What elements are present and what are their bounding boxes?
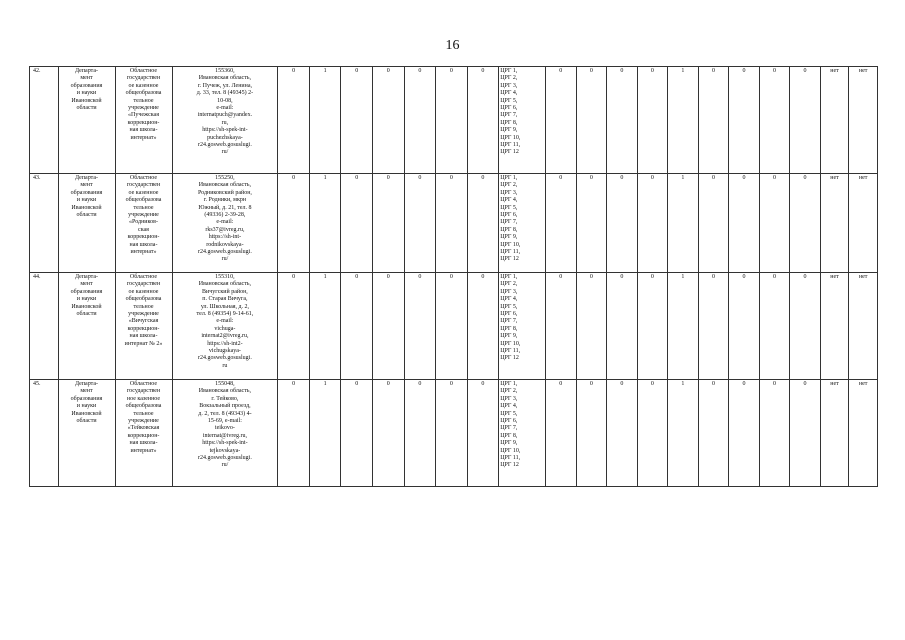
crg-cell-line: ЦРГ 3, bbox=[500, 395, 518, 402]
address-cell-line: тел. 8 (49354) 9-14-61, bbox=[196, 311, 254, 318]
organization-cell-line: Областное bbox=[129, 381, 158, 387]
crg-cell-line: ЦРГ 8, bbox=[500, 226, 518, 233]
value-cell: 0 bbox=[790, 273, 821, 380]
department-cell-line: мент bbox=[80, 75, 93, 82]
organization-cell-line: «Тейковская bbox=[127, 425, 160, 432]
organization-cell-line: учреждение bbox=[128, 311, 159, 318]
address-cell-line: Ивановская область, bbox=[198, 75, 252, 82]
value-cell: 0 bbox=[637, 174, 668, 273]
address-cell-line: Вичугский район, bbox=[202, 288, 248, 295]
crg-cell bbox=[499, 380, 546, 487]
value-cell: 0 bbox=[278, 273, 310, 380]
value-cell: 0 bbox=[729, 380, 760, 487]
address-cell-line: vichuga- bbox=[214, 325, 236, 332]
department-cell-line: мент bbox=[80, 182, 93, 189]
flag-cell: нет bbox=[820, 273, 849, 380]
address-cell-line: Ивановская область, bbox=[198, 388, 252, 395]
organization-cell-line: общеобразова bbox=[125, 296, 162, 303]
value-cell: 0 bbox=[759, 174, 790, 273]
organization-cell-line: ная школа- bbox=[129, 333, 158, 340]
crg-cell-line: ЦРГ 10, bbox=[500, 340, 521, 347]
address-cell-line: Южный, д. 21, тел. 8 bbox=[198, 204, 252, 211]
department-cell-line: образования bbox=[70, 82, 103, 89]
crg-cell-line: ЦРГ 3, bbox=[500, 288, 518, 295]
department-cell-line: Ивановской bbox=[71, 303, 102, 310]
address-cell-line: e-mail: bbox=[216, 318, 234, 325]
value-cell: 0 bbox=[436, 380, 468, 487]
address-cell-line: r24.gosweb.gosuslugi. bbox=[198, 355, 252, 362]
crg-cell-line: ЦРГ 8, bbox=[500, 119, 518, 126]
crg-cell-line: ЦРГ 1, bbox=[500, 68, 518, 74]
value-cell: 0 bbox=[467, 380, 499, 487]
address-cell-line: 10-08, bbox=[217, 97, 233, 104]
department-cell-line: образования bbox=[70, 288, 103, 295]
organization-cell-line: ое казенное bbox=[128, 189, 159, 196]
crg-cell-line: ЦРГ 1, bbox=[500, 175, 518, 181]
crg-cell-line: ЦРГ 2, bbox=[500, 75, 518, 82]
flag-cell: нет bbox=[849, 174, 878, 273]
value-cell: 0 bbox=[404, 67, 436, 174]
department-cell bbox=[58, 174, 115, 273]
value-cell: 0 bbox=[404, 273, 436, 380]
crg-cell-line: ЦРГ 10, bbox=[500, 134, 521, 141]
organization-cell-line: государствен bbox=[126, 281, 161, 288]
department-cell-line: и науки bbox=[76, 403, 97, 410]
address-cell-line: https://sh-int- bbox=[208, 234, 242, 241]
address-cell-line: 155360, bbox=[215, 68, 235, 74]
address-cell-line: ru/ bbox=[221, 149, 229, 156]
crg-cell-line: ЦРГ 11, bbox=[500, 249, 521, 256]
table-row bbox=[30, 273, 878, 380]
value-cell: 0 bbox=[436, 67, 468, 174]
organization-cell-line: общеобразова bbox=[125, 197, 162, 204]
crg-cell bbox=[499, 67, 546, 174]
address-cell-line: teikovo- bbox=[214, 425, 235, 432]
crg-cell-line: ЦРГ 7, bbox=[500, 425, 518, 432]
department-cell-line: Департа- bbox=[75, 175, 98, 181]
address-cell-line: rks37@ivreg.ru, bbox=[205, 226, 245, 233]
address-cell bbox=[172, 380, 278, 487]
address-cell bbox=[172, 174, 278, 273]
address-cell-line: Ивановская область, bbox=[198, 281, 252, 288]
value-cell: 0 bbox=[729, 174, 760, 273]
crg-cell-line: ЦРГ 11, bbox=[500, 455, 521, 462]
value-cell: 1 bbox=[668, 174, 699, 273]
organization-cell-line: ное казенное bbox=[126, 395, 161, 402]
value-cell: 0 bbox=[467, 273, 499, 380]
department-cell-line: образования bbox=[70, 189, 103, 196]
row-number: 45. bbox=[30, 380, 59, 487]
address-cell-line: г. Родники, мкрн bbox=[203, 197, 247, 204]
crg-cell-line: ЦРГ 7, bbox=[500, 219, 518, 226]
organization-cell-line: ная школа- bbox=[129, 440, 158, 447]
row-number: 43. bbox=[30, 174, 59, 273]
value-cell: 0 bbox=[341, 380, 373, 487]
value-cell: 0 bbox=[759, 67, 790, 174]
value-cell: 0 bbox=[790, 380, 821, 487]
address-cell-line: г. Пучеж, ул. Ленина, bbox=[197, 82, 253, 89]
department-cell bbox=[58, 67, 115, 174]
value-cell: 0 bbox=[759, 273, 790, 380]
value-cell: 0 bbox=[637, 67, 668, 174]
value-cell: 0 bbox=[790, 67, 821, 174]
department-cell-line: Ивановской bbox=[71, 204, 102, 211]
address-cell-line: ru bbox=[222, 362, 228, 369]
organization-cell-line: интернат № 2» bbox=[124, 340, 163, 347]
address-cell-line: https://sh-spek-int- bbox=[202, 440, 248, 447]
address-cell-line: https://sh-spek-int- bbox=[202, 127, 248, 134]
crg-cell-line: ЦРГ 12 bbox=[500, 462, 519, 469]
department-cell-line: Департа- bbox=[75, 274, 98, 280]
value-cell: 0 bbox=[576, 380, 607, 487]
department-cell-line: Ивановской bbox=[71, 97, 102, 104]
crg-cell-line: ЦРГ 6, bbox=[500, 311, 518, 318]
address-cell-line: ru/ bbox=[221, 462, 229, 469]
organization-cell-line: «Родников- bbox=[129, 219, 158, 226]
department-cell-line: и науки bbox=[76, 90, 97, 97]
crg-cell-line: ЦРГ 1, bbox=[500, 274, 518, 280]
crg-cell bbox=[499, 273, 546, 380]
flag-cell: нет bbox=[849, 273, 878, 380]
address-cell-line: 155250, bbox=[215, 175, 235, 181]
organization-cell-line: учреждение bbox=[128, 212, 159, 219]
value-cell: 0 bbox=[729, 67, 760, 174]
value-cell: 0 bbox=[698, 273, 729, 380]
crg-cell-line: ЦРГ 1, bbox=[500, 381, 518, 387]
organization-cell-line: интернат» bbox=[130, 134, 157, 141]
address-cell-line: д. 2, тел. 8 (49343) 4- bbox=[198, 410, 252, 417]
value-cell: 0 bbox=[698, 174, 729, 273]
crg-cell-line: ЦРГ 5, bbox=[500, 303, 518, 310]
department-cell bbox=[58, 380, 115, 487]
crg-cell-line: ЦРГ 10, bbox=[500, 241, 521, 248]
address-cell-line: vichugskaya- bbox=[208, 348, 241, 355]
address-cell-line: 155310, bbox=[215, 274, 235, 280]
crg-cell-line: ЦРГ 4, bbox=[500, 90, 518, 97]
address-cell-line: ул. Школьная, д. 2, bbox=[200, 303, 250, 310]
value-cell: 0 bbox=[278, 174, 310, 273]
organization-cell-line: общеобразова bbox=[125, 403, 162, 410]
crg-cell-line: ЦРГ 3, bbox=[500, 82, 518, 89]
organization-cell-line: ная школа- bbox=[129, 127, 158, 134]
organization-cell-line: ная школа- bbox=[129, 241, 158, 248]
crg-cell-line: ЦРГ 11, bbox=[500, 348, 521, 355]
flag-cell: нет bbox=[820, 67, 849, 174]
organization-cell-line: государствен bbox=[126, 182, 161, 189]
value-cell: 1 bbox=[668, 380, 699, 487]
flag-cell: нет bbox=[849, 67, 878, 174]
crg-cell-line: ЦРГ 2, bbox=[500, 281, 518, 288]
address-cell-line: puchezhskaya- bbox=[207, 134, 243, 141]
organization-cell bbox=[115, 67, 172, 174]
address-cell-line: rodnikovskaya- bbox=[206, 241, 244, 248]
value-cell: 0 bbox=[373, 380, 405, 487]
crg-cell-line: ЦРГ 9, bbox=[500, 333, 518, 340]
crg-cell-line: ЦРГ 5, bbox=[500, 410, 518, 417]
organization-cell-line: интернат» bbox=[130, 447, 157, 454]
address-cell-line: ru/ bbox=[221, 256, 229, 263]
value-cell: 0 bbox=[637, 273, 668, 380]
value-cell: 0 bbox=[467, 67, 499, 174]
department-cell-line: образования bbox=[70, 395, 103, 402]
value-cell: 0 bbox=[607, 380, 638, 487]
address-cell-line: г. Тейково, bbox=[211, 395, 239, 402]
address-cell-line: r24.gosweb.gosuslugi. bbox=[198, 142, 252, 149]
address-cell-line: r24.gosweb.gosuslugi. bbox=[198, 249, 252, 256]
value-cell: 0 bbox=[607, 174, 638, 273]
value-cell: 1 bbox=[309, 67, 341, 174]
value-cell: 0 bbox=[404, 174, 436, 273]
value-cell: 1 bbox=[668, 67, 699, 174]
address-cell-line: internat@ivreg.ru, bbox=[202, 432, 248, 439]
address-cell bbox=[172, 67, 278, 174]
crg-cell-line: ЦРГ 12 bbox=[500, 149, 519, 156]
crg-cell-line: ЦРГ 7, bbox=[500, 112, 518, 119]
organization-cell-line: общеобразова bbox=[125, 90, 162, 97]
crg-cell-line: ЦРГ 6, bbox=[500, 105, 518, 112]
value-cell: 0 bbox=[373, 67, 405, 174]
address-cell-line: 155048, bbox=[215, 381, 235, 387]
address-cell-line: tejkovskaya- bbox=[209, 447, 241, 454]
crg-cell-line: ЦРГ 9, bbox=[500, 234, 518, 241]
value-cell: 0 bbox=[278, 380, 310, 487]
value-cell: 0 bbox=[341, 67, 373, 174]
organization-cell-line: «Вичугская bbox=[128, 318, 159, 325]
department-cell-line: и науки bbox=[76, 296, 97, 303]
table-row bbox=[30, 67, 878, 174]
organization-cell-line: тельное bbox=[133, 410, 154, 417]
organization-cell-line: ое казенное bbox=[128, 288, 159, 295]
department-cell-line: области bbox=[76, 311, 97, 318]
value-cell: 0 bbox=[546, 67, 577, 174]
value-cell: 1 bbox=[309, 380, 341, 487]
crg-cell-line: ЦРГ 4, bbox=[500, 403, 518, 410]
address-cell-line: (49336) 2-39-28, bbox=[204, 212, 246, 219]
department-cell bbox=[58, 273, 115, 380]
organization-cell-line: ое казенное bbox=[128, 82, 159, 89]
value-cell: 0 bbox=[576, 273, 607, 380]
crg-cell-line: ЦРГ 6, bbox=[500, 212, 518, 219]
address-cell-line: e-mail: bbox=[216, 219, 234, 226]
crg-cell-line: ЦРГ 2, bbox=[500, 182, 518, 189]
organization-cell bbox=[115, 273, 172, 380]
department-cell-line: мент bbox=[80, 388, 93, 395]
value-cell: 0 bbox=[698, 67, 729, 174]
address-cell bbox=[172, 273, 278, 380]
crg-cell-line: ЦРГ 3, bbox=[500, 189, 518, 196]
crg-cell-line: ЦРГ 2, bbox=[500, 388, 518, 395]
table-row bbox=[30, 174, 878, 273]
department-cell-line: области bbox=[76, 418, 97, 425]
value-cell: 0 bbox=[341, 174, 373, 273]
address-cell-line: Вокзальный проезд, bbox=[199, 403, 251, 410]
crg-cell-line: ЦРГ 8, bbox=[500, 325, 518, 332]
value-cell: 0 bbox=[546, 273, 577, 380]
value-cell: 0 bbox=[576, 67, 607, 174]
organization-cell-line: коррекцион- bbox=[127, 234, 160, 241]
organization-cell bbox=[115, 380, 172, 487]
crg-cell-line: ЦРГ 5, bbox=[500, 204, 518, 211]
crg-cell-line: ЦРГ 9, bbox=[500, 127, 518, 134]
organization-cell-line: коррекцион- bbox=[127, 432, 160, 439]
organization-cell-line: коррекцион- bbox=[127, 119, 160, 126]
flag-cell: нет bbox=[820, 380, 849, 487]
organization-cell-line: государствен bbox=[126, 388, 161, 395]
organization-cell-line: тельное bbox=[133, 303, 154, 310]
organization-cell-line: учреждение bbox=[128, 418, 159, 425]
value-cell: 0 bbox=[404, 380, 436, 487]
value-cell: 0 bbox=[546, 174, 577, 273]
organization-cell-line: ская bbox=[138, 226, 149, 233]
value-cell: 1 bbox=[309, 174, 341, 273]
flag-cell: нет bbox=[820, 174, 849, 273]
row-number: 42. bbox=[30, 67, 59, 174]
department-cell-line: и науки bbox=[76, 197, 97, 204]
value-cell: 1 bbox=[309, 273, 341, 380]
crg-cell-line: ЦРГ 9, bbox=[500, 440, 518, 447]
page-number: 16 bbox=[445, 38, 460, 53]
value-cell: 0 bbox=[467, 174, 499, 273]
organization-cell-line: «Пучежская bbox=[128, 112, 159, 119]
address-cell-line: 15-69, e-mail: bbox=[207, 418, 242, 425]
value-cell: 0 bbox=[278, 67, 310, 174]
value-cell: 0 bbox=[729, 273, 760, 380]
address-cell-line: Ивановская область, bbox=[198, 182, 252, 189]
address-cell-line: e-mail: bbox=[216, 105, 234, 112]
crg-cell-line: ЦРГ 12 bbox=[500, 355, 519, 362]
value-cell: 0 bbox=[436, 174, 468, 273]
value-cell: 0 bbox=[546, 380, 577, 487]
organization-cell-line: учреждение bbox=[128, 105, 159, 112]
crg-cell bbox=[499, 174, 546, 273]
address-cell-line: п. Старая Вичуга, bbox=[202, 296, 248, 303]
value-cell: 0 bbox=[698, 380, 729, 487]
crg-cell-line: ЦРГ 5, bbox=[500, 97, 518, 104]
value-cell: 0 bbox=[436, 273, 468, 380]
organization-cell-line: государствен bbox=[126, 75, 161, 82]
department-cell-line: области bbox=[76, 105, 97, 112]
department-cell-line: Ивановской bbox=[71, 410, 102, 417]
address-cell-line: д. 33, тел. 8 (49345) 2- bbox=[196, 90, 254, 97]
address-cell-line: Родниковский район, bbox=[197, 189, 252, 196]
organization-cell-line: интернат» bbox=[130, 249, 157, 256]
value-cell: 0 bbox=[576, 174, 607, 273]
value-cell: 0 bbox=[759, 380, 790, 487]
crg-cell-line: ЦРГ 12 bbox=[500, 256, 519, 263]
value-cell: 0 bbox=[341, 273, 373, 380]
crg-cell-line: ЦРГ 7, bbox=[500, 318, 518, 325]
flag-cell: нет bbox=[849, 380, 878, 487]
value-cell: 0 bbox=[373, 174, 405, 273]
crg-cell-line: ЦРГ 6, bbox=[500, 418, 518, 425]
value-cell: 0 bbox=[637, 380, 668, 487]
organization-cell-line: Областное bbox=[129, 274, 158, 280]
address-cell-line: internatpuch@yandex. bbox=[197, 112, 253, 119]
organization-cell-line: тельное bbox=[133, 97, 154, 104]
department-cell-line: Департа- bbox=[75, 68, 98, 74]
organization-cell-line: тельное bbox=[133, 204, 154, 211]
crg-cell-line: ЦРГ 8, bbox=[500, 432, 518, 439]
organization-cell-line: коррекцион- bbox=[127, 325, 160, 332]
organization-cell-line: Областное bbox=[129, 175, 158, 181]
address-cell-line: ru, bbox=[221, 119, 229, 126]
table-row bbox=[30, 380, 878, 487]
registry-table bbox=[29, 66, 878, 487]
crg-cell-line: ЦРГ 4, bbox=[500, 296, 518, 303]
value-cell: 0 bbox=[607, 273, 638, 380]
crg-cell-line: ЦРГ 4, bbox=[500, 197, 518, 204]
crg-cell-line: ЦРГ 11, bbox=[500, 142, 521, 149]
address-cell-line: r24.gosweb.gosuslugi. bbox=[198, 455, 252, 462]
address-cell-line: https://sh-int2- bbox=[207, 340, 243, 347]
row-number: 44. bbox=[30, 273, 59, 380]
address-cell-line: internat2@ivreg.ru, bbox=[201, 333, 249, 340]
department-cell-line: Департа- bbox=[75, 381, 98, 387]
value-cell: 0 bbox=[790, 174, 821, 273]
crg-cell-line: ЦРГ 10, bbox=[500, 447, 521, 454]
value-cell: 0 bbox=[607, 67, 638, 174]
department-cell-line: области bbox=[76, 212, 97, 219]
department-cell-line: мент bbox=[80, 281, 93, 288]
value-cell: 1 bbox=[668, 273, 699, 380]
organization-cell bbox=[115, 174, 172, 273]
value-cell: 0 bbox=[373, 273, 405, 380]
organization-cell-line: Областное bbox=[129, 68, 158, 74]
